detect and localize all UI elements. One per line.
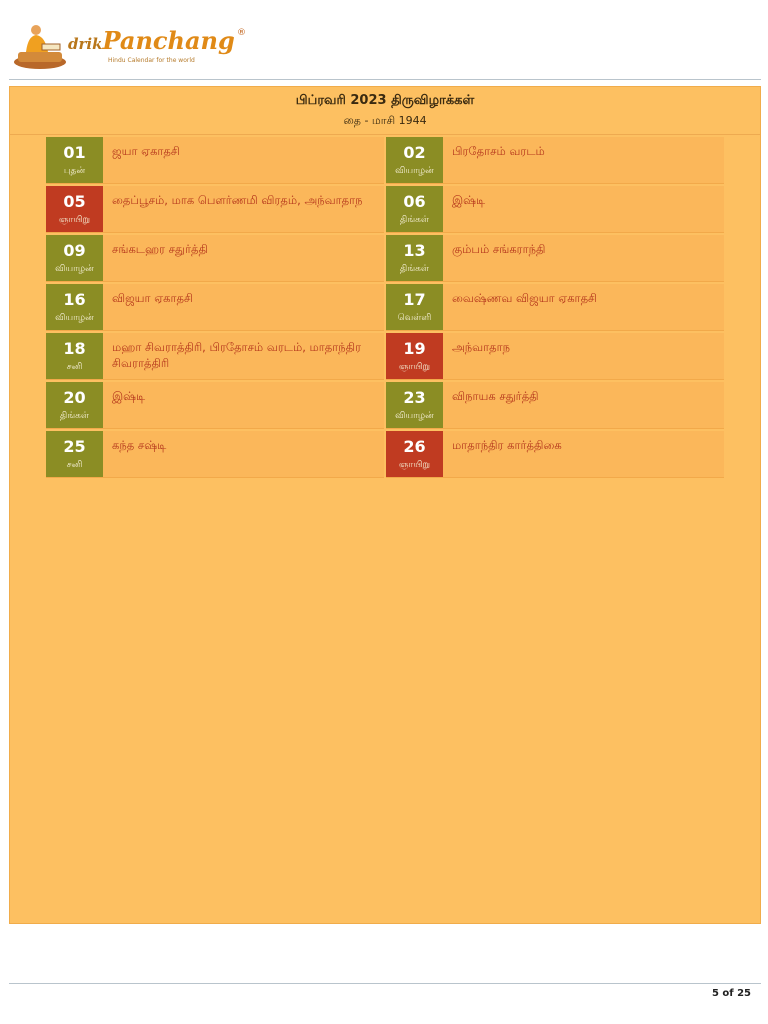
date-box bbox=[386, 137, 443, 183]
date-box bbox=[46, 186, 103, 232]
festival-name: இஷ்டி bbox=[452, 193, 486, 207]
festival-cell bbox=[386, 382, 724, 429]
date-number: 13 bbox=[403, 240, 426, 260]
date-number: 09 bbox=[63, 240, 86, 260]
weekday: வியாழன் bbox=[395, 165, 434, 176]
festival-cell bbox=[46, 333, 384, 380]
festival-name: விஜயா ஏகாதசி bbox=[112, 291, 194, 305]
festival-grid bbox=[46, 137, 724, 478]
date-box bbox=[46, 284, 103, 330]
date-number: 06 bbox=[403, 191, 426, 211]
festival-name: விநாயக சதுர்த்தி bbox=[452, 389, 539, 403]
festival-name: சங்கடஹர சதுர்த்தி bbox=[112, 242, 208, 256]
festival-cell bbox=[386, 333, 724, 380]
weekday: புதன் bbox=[63, 165, 86, 176]
festival-cell bbox=[386, 235, 724, 282]
date-box bbox=[46, 333, 103, 379]
weekday: சனி bbox=[66, 459, 83, 470]
festival-name: வைஷ்ணவ விஜயா ஏகாதசி bbox=[452, 291, 598, 305]
brand-small: drik bbox=[68, 35, 103, 53]
festival-panel bbox=[9, 86, 761, 924]
weekday: சனி bbox=[66, 361, 83, 372]
festival-cell bbox=[46, 284, 384, 331]
date-number: 23 bbox=[403, 387, 426, 407]
festival-name: தைப்பூசம், மாக பௌர்ணமி விரதம், அந்வாதாந bbox=[112, 193, 363, 207]
weekday: ஞாயிறு bbox=[58, 214, 91, 225]
top-divider bbox=[9, 79, 761, 80]
drikpanchang-logo bbox=[12, 22, 262, 72]
date-box bbox=[386, 235, 443, 281]
bottom-divider bbox=[9, 983, 761, 984]
festival-name: ஜயா ஏகாதசி bbox=[112, 144, 180, 158]
date-number: 05 bbox=[63, 191, 86, 211]
weekday: வியாழன் bbox=[55, 263, 94, 274]
date-number: 26 bbox=[403, 436, 426, 456]
date-number: 20 bbox=[63, 387, 86, 407]
weekday: திங்கள் bbox=[59, 410, 90, 421]
festival-cell bbox=[46, 235, 384, 282]
date-box bbox=[46, 431, 103, 477]
date-box bbox=[46, 382, 103, 428]
festival-cell bbox=[386, 137, 724, 184]
weekday: ஞாயிறு bbox=[398, 459, 431, 470]
festival-name: பிரதோசம் வரடம் bbox=[452, 144, 545, 158]
page-title: பிப்ரவரி 2023 திருவிழாக்கள் bbox=[295, 93, 475, 108]
festival-name: கந்த சஷ்டி bbox=[112, 438, 167, 452]
weekday: திங்கள் bbox=[399, 263, 430, 274]
date-number: 17 bbox=[403, 289, 426, 309]
registered-mark: ® bbox=[237, 28, 246, 38]
page-number: 5 of 25 bbox=[711, 988, 751, 999]
date-box bbox=[46, 235, 103, 281]
festival-name: கும்பம் சங்கராந்தி bbox=[452, 242, 546, 256]
weekday: வியாழன் bbox=[55, 312, 94, 323]
date-box bbox=[386, 333, 443, 379]
sage-icon bbox=[12, 22, 72, 72]
festival-cell bbox=[386, 431, 724, 478]
page-subtitle: தை - மாசி 1944 bbox=[343, 114, 427, 127]
date-box bbox=[386, 284, 443, 330]
logo-tagline: Hindu Calendar for the world bbox=[108, 57, 195, 64]
festival-name: மாதாந்திர கார்த்திகை bbox=[452, 438, 562, 452]
festival-cell bbox=[386, 284, 724, 331]
festival-cell bbox=[386, 186, 724, 233]
weekday: வெள்ளி bbox=[397, 312, 432, 323]
weekday: வியாழன் bbox=[395, 410, 434, 421]
festival-cell bbox=[46, 431, 384, 478]
date-box bbox=[46, 137, 103, 183]
date-box bbox=[386, 431, 443, 477]
festival-name: மஹா சிவராத்திரி, பிரதோசம் வரடம், மாதாந்திர சிவராத்திரி bbox=[112, 340, 362, 370]
festival-cell bbox=[46, 186, 384, 233]
festival-cell bbox=[46, 137, 384, 184]
brand-big: Panchang bbox=[102, 26, 235, 55]
date-number: 25 bbox=[63, 436, 86, 456]
festival-name: அந்வாதாந bbox=[452, 340, 511, 354]
weekday: ஞாயிறு bbox=[398, 361, 431, 372]
date-box bbox=[386, 186, 443, 232]
panel-header bbox=[10, 87, 760, 135]
date-number: 16 bbox=[63, 289, 86, 309]
date-number: 18 bbox=[63, 338, 86, 358]
date-number: 19 bbox=[403, 338, 426, 358]
weekday: திங்கள் bbox=[399, 214, 430, 225]
festival-cell bbox=[46, 382, 384, 429]
brand-text bbox=[68, 26, 235, 55]
festival-name: இஷ்டி bbox=[112, 389, 146, 403]
date-box bbox=[386, 382, 443, 428]
date-number: 01 bbox=[63, 142, 86, 162]
date-number: 02 bbox=[403, 142, 426, 162]
